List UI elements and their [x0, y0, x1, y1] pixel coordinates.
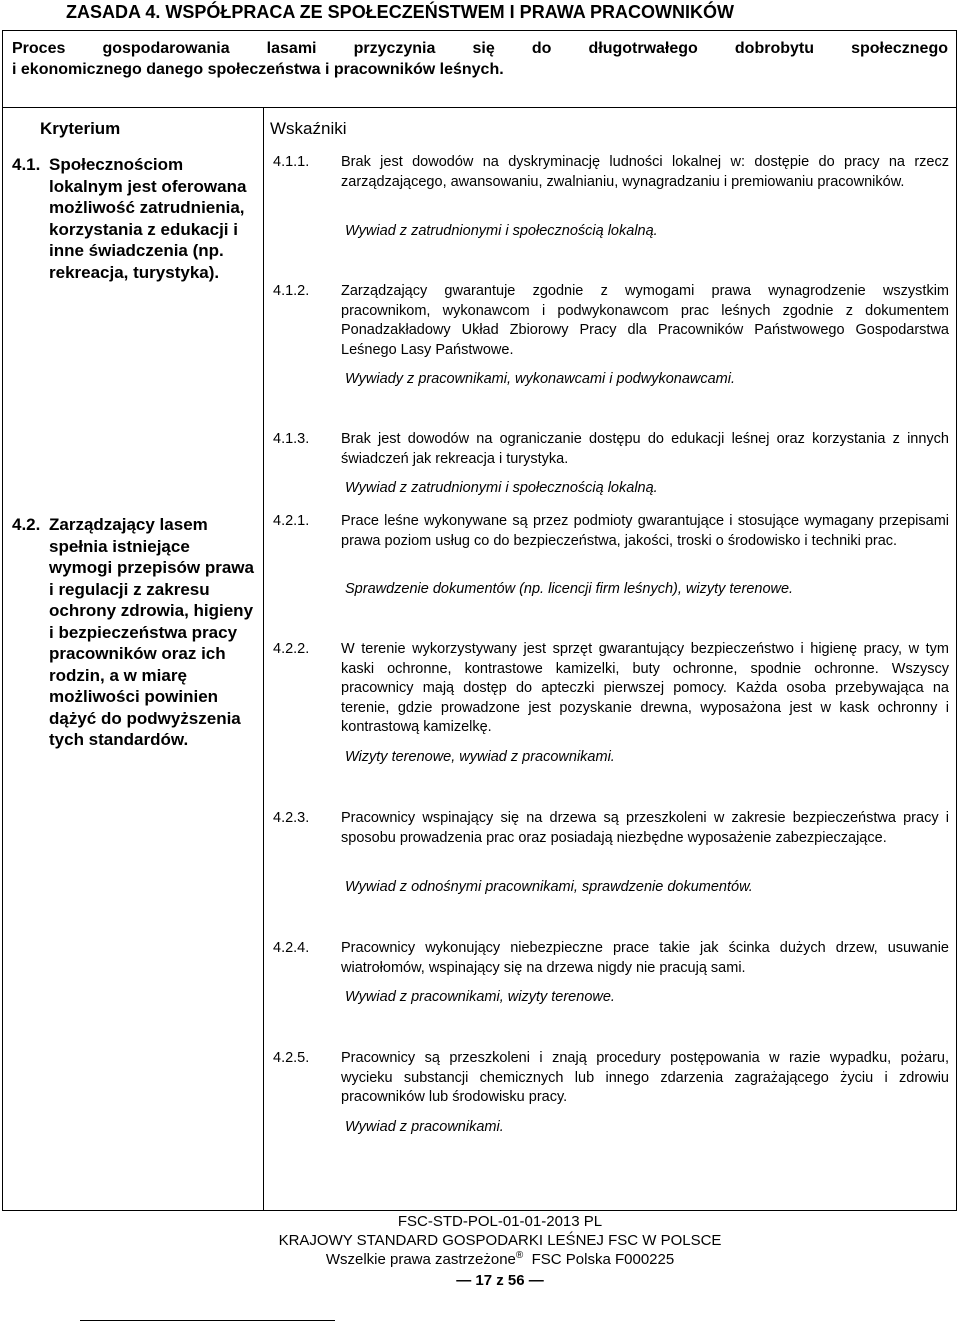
indicator-verification: Wywiad z pracownikami.	[345, 1119, 504, 1135]
footer-page-number	[0, 1272, 960, 1290]
indicator-number: 4.1.1.	[273, 154, 310, 170]
indicator-text: W terenie wykorzystywany jest sprzęt gwarantujący bezpieczeństwo i higienę pracy, w tym kaski ochronne, kontrastowe kamizelki, buty ochronne, spodnie ochronne. Wszyscy pracownicy mają dostęp do apteczki pierwszej pomocy. Każda osoba przebywająca na terenie, gdzie prowadzone jest pozyskanie drewna, wyposażona jest w kask ochronny i kontrastową kamizelkę.	[341, 641, 949, 735]
footer-rights-text: Wszelkie prawa zastrzeżone	[325, 1251, 516, 1268]
indicator-number: 4.2.4.	[273, 940, 310, 956]
indicator-number: 4.2.2.	[273, 641, 310, 657]
column-header-criterion: Kryterium	[40, 119, 121, 138]
indicator-verification: Wywiad z pracownikami, wizyty terenowe.	[345, 989, 615, 1005]
page-dash-right: —	[524, 1272, 544, 1289]
column-header-indicators: Wskaźniki	[270, 119, 347, 138]
indicator-verification: Sprawdzenie dokumentów (np. licencji firm leśnych), wizyty terenowe.	[345, 581, 794, 597]
footer-rule	[80, 1320, 335, 1321]
indicator-number: 4.1.3.	[273, 431, 310, 447]
indicator-number: 4.2.5.	[273, 1050, 310, 1066]
criterion-text: Zarządzający lasem spełnia istniejące wymogi przepisów prawa i regulacji z zakresu ochrony zdrowia, higieny i bezpieczeństwa pracy pracowników oraz ich rodzin, a w miarę możliwości powinien dążyć do podwyższenia tych standardów.	[49, 515, 254, 749]
criterion-number: 4.2.	[12, 515, 41, 534]
indicator-number: 4.2.1.	[273, 513, 310, 529]
indicator-verification: Wywiad z odnośnymi pracownikami, sprawdzenie dokumentów.	[345, 879, 753, 895]
footer-doc-code: FSC-STD-POL-01-01-2013 PL	[397, 1213, 603, 1230]
column-divider	[263, 108, 264, 1211]
principle-line-2: i ekonomicznego danego społeczeństwa i pracowników leśnych.	[12, 61, 504, 78]
indicator-text: Prace leśne wykonywane są przez podmioty gwarantujące i stosujące wymagany przepisami prawa poziom usług co do bezpieczeństwa, jakości, troski o środowisko i techniki prac.	[341, 513, 949, 549]
footer-org: FSC Polska F000225	[531, 1251, 675, 1268]
criterion-number: 4.1.	[12, 155, 41, 174]
indicator-number: 4.1.2.	[273, 283, 310, 299]
indicator-text: Zarządzający gwarantuje zgodnie z wymogami prawa wynagrodzenie wszystkim pracownikom, wykonawcom i podwykonawcom prac leśnych zgodnie z dokumentem Ponadzakładowy Układ Zbiorowy Pracy dla Pracowników Państwowego Gospodarstwa Leśnego Lasy Państwowe.	[341, 283, 949, 358]
registered-mark: ®	[515, 1250, 524, 1261]
criterion-text: Społecznościom lokalnym jest oferowana możliwość zatrudnienia, korzystania z edukacji i inne świadczenia (np. rekreacja, turystyka).	[49, 155, 247, 282]
page-dash-left: —	[456, 1272, 476, 1289]
indicator-verification: Wizyty terenowe, wywiad z pracownikami.	[345, 749, 615, 765]
indicator-verification: Wywiady z pracownikami, wykonawcami i podwykonawcami.	[345, 371, 736, 387]
principle-line-1: Proces gospodarowania lasami przyczynia się do długotrwałego dobrobytu społecznego	[12, 40, 948, 57]
indicator-number: 4.2.3.	[273, 810, 310, 826]
indicator-text: Pracownicy wspinający się na drzewa są przeszkoleni w zakresie bezpieczeństwa pracy i sposobu prowadzenia prac oraz posiadają niezbędne wyposażenie zabezpieczające.	[341, 810, 949, 846]
indicator-verification: Wywiad z zatrudnionymi i społecznością lokalną.	[345, 223, 658, 239]
footer-rights	[0, 1251, 960, 1269]
page-number: 17 z 56	[475, 1272, 525, 1289]
indicator-text: Brak jest dowodów na ograniczanie dostępu do edukacji leśnej oraz korzystania z innych świadczeń jak rekreacja i turystyka.	[341, 431, 949, 467]
footer-standard-name: KRAJOWY STANDARD GOSPODARKI LEŚNEJ FSC W POLSCE	[278, 1232, 722, 1249]
indicator-text: Brak jest dowodów na dyskryminację ludności lokalnej w: dostępie do pracy na rzecz zarządzającego, awansowaniu, zwalnianiu, wynagradzaniu i premiowaniu pracowników.	[341, 154, 949, 190]
principle-text	[12, 38, 948, 80]
indicator-text: Pracownicy wykonujący niebezpieczne prace takie jak ścinka dużych drzew, usuwanie wiatrołomów, wspinający się na drzewa nigdy nie pracują sami.	[341, 940, 949, 976]
page-title: ZASADA 4. WSPÓŁPRACA ZE SPOŁECZEŃSTWEM I PRAWA PRACOWNIKÓW	[66, 2, 735, 22]
indicator-text: Pracownicy są przeszkoleni i znają procedury postępowania w razie wypadku, pożaru, wycieku substancji chemicznych lub innego zdarzenia zagrażającego życiu i zdrowiu pracowników lub środowisku pracy.	[341, 1050, 949, 1105]
indicator-verification: Wywiad z zatrudnionymi i społecznością lokalną.	[345, 480, 658, 496]
